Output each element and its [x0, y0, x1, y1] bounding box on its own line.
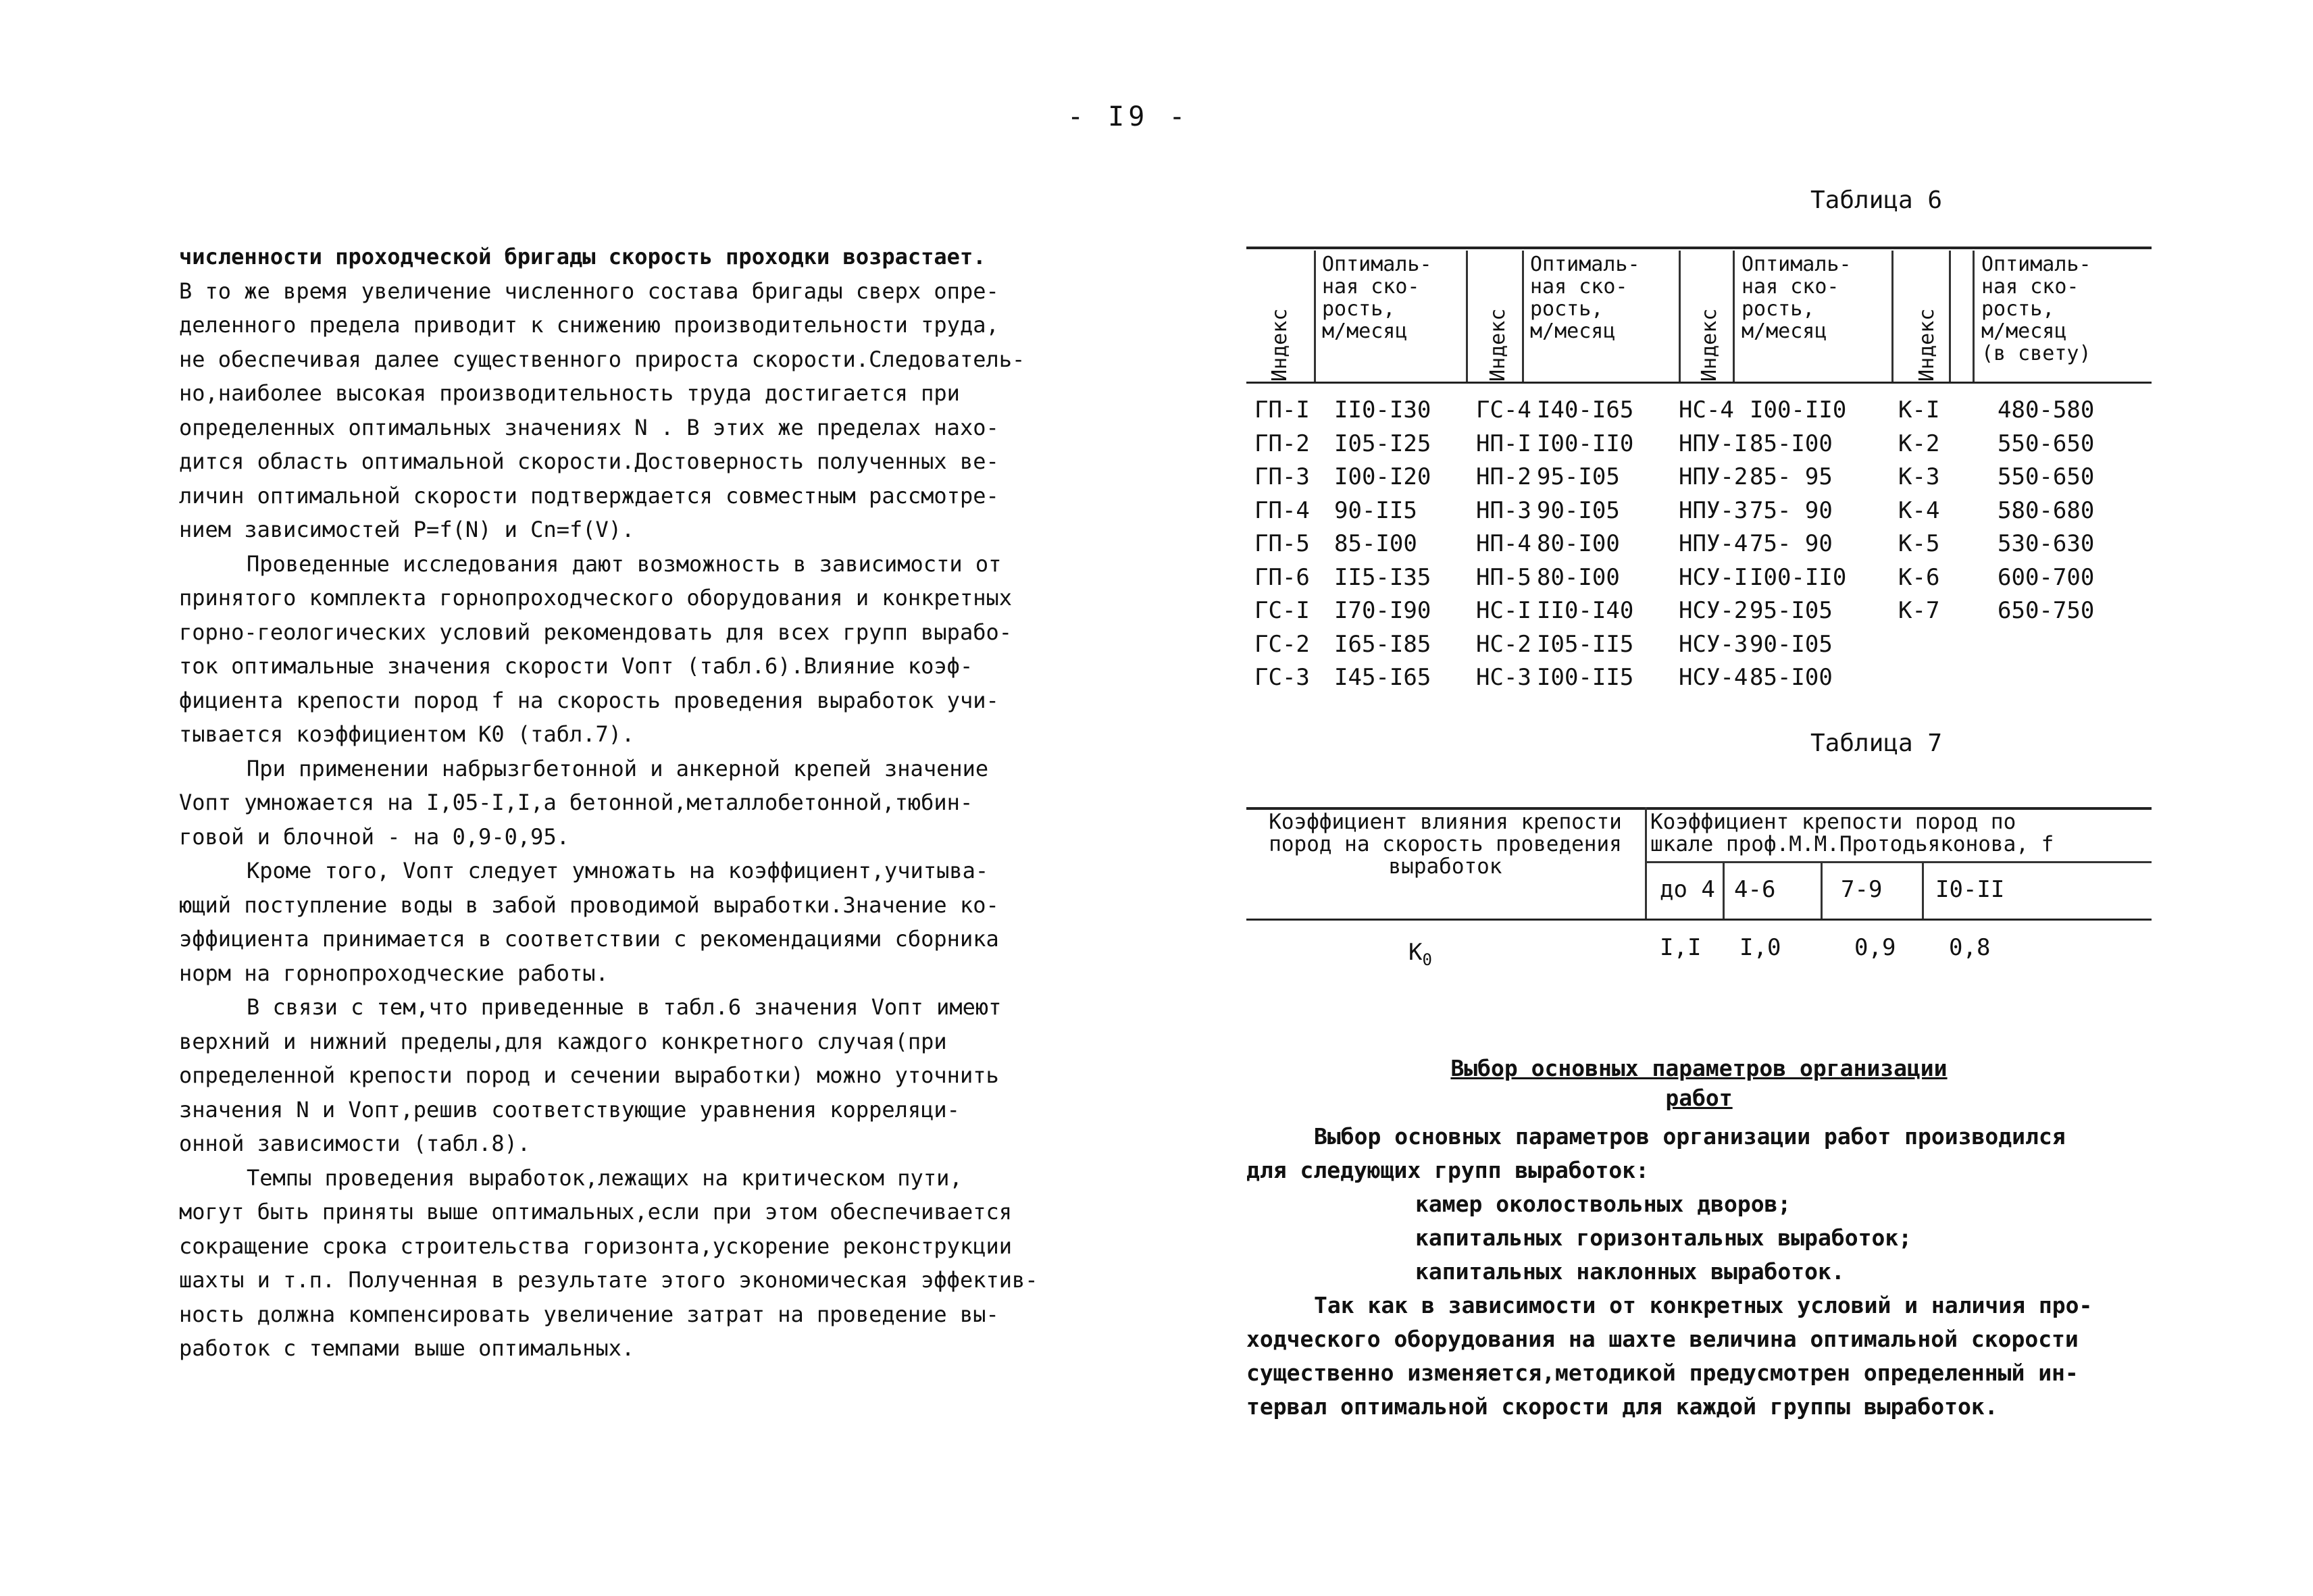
table6-index-cell: ГП-3 [1254, 463, 1310, 490]
table6-header-rule [1246, 382, 2152, 384]
table6-speed-cell: I00-II5 [1537, 664, 1634, 691]
text-line: Проведенные исследования дают возможность в зависимости от [247, 550, 1002, 577]
table6-index-cell: НПУ-3 [1679, 496, 1748, 524]
table6-speed-cell: 85-I00 [1750, 430, 1833, 457]
table7-value: 0,9 [1854, 934, 1896, 961]
table6-index-cell: НСУ-4 [1679, 664, 1748, 691]
table6-index-cell: НП-3 [1476, 496, 1531, 524]
table6-speed-cell: II0-I30 [1334, 396, 1431, 423]
table7-caption: Таблица 7 [1810, 729, 1943, 757]
text-line: нием зависимостей P=f(N) и Cn=f(V). [179, 517, 635, 542]
table6-index-cell: НП-I [1476, 430, 1531, 457]
page-number: - I9 - [1067, 101, 1190, 132]
table7-value: I,0 [1739, 934, 1781, 961]
table6-index-cell: ГП-5 [1254, 530, 1310, 557]
table6-index-cell: НСУ-I [1679, 563, 1748, 591]
text-line: Выбор основных параметров организации работ производился [1314, 1123, 2066, 1150]
table6-index-cell: К-6 [1898, 563, 1940, 591]
table6-index-cell: НПУ-I [1679, 430, 1748, 457]
table6-index-cell: К-I [1898, 396, 1940, 423]
table-7 [1246, 807, 2152, 983]
table6-index-cell: НС-I [1476, 597, 1531, 624]
table6-index-cell: К-5 [1898, 530, 1940, 557]
text-line: капитальных горизонтальных выработок; [1415, 1225, 1912, 1251]
table6-index-cell: НСУ-2 [1679, 597, 1748, 624]
table7-right-header: Коэффициент крепости пород по шкале проф.М.М.Протодьяконова, f [1650, 810, 2054, 856]
text-line: норм на горнопроходческие работы. [179, 960, 609, 986]
table6-speed-cell: 80-I00 [1537, 563, 1620, 591]
table6-index-cell: К-3 [1898, 463, 1940, 490]
table6-speed-cell: I65-I85 [1334, 630, 1431, 658]
table6-index-cell: ГС-4 [1476, 396, 1531, 423]
table6-speed-cell: 530-630 [1998, 530, 2095, 557]
text-line: говой и блочной - на 0,9-0,95. [179, 823, 569, 850]
table6-speed-cell: 580-680 [1998, 496, 2095, 524]
table7-divider [1723, 863, 1725, 919]
table6-speed-header-last: Оптималь- ная ско- рость, м/месяц (в свету) [1981, 253, 2091, 365]
right-column-text [1246, 1054, 2152, 1424]
table6-speed-cell: I00-II0 [1750, 563, 1847, 591]
section-title-cont: работ [1665, 1085, 1733, 1111]
text-line: Темпы проведения выработок,лежащих на критическом пути, [247, 1164, 963, 1191]
table7-value: 0,8 [1949, 934, 1991, 961]
table6-speed-header: Оптималь- ная ско- рость, м/месяц [1322, 253, 1432, 343]
table7-subheader: I0-II [1935, 876, 2005, 903]
text-line: сокращение срока строительства горизонта,ускорение реконструкции [179, 1233, 1012, 1259]
text-line: фициента крепости пород f на скорость проведения выработок учи- [179, 687, 999, 713]
text-line: определенной крепости пород и сечении выработки) можно уточнить [179, 1062, 999, 1088]
table6-divider [1466, 251, 1468, 382]
table6-index-cell: НП-5 [1476, 563, 1531, 591]
table6-divider [1949, 251, 1951, 382]
table6-index-cell: НС-2 [1476, 630, 1531, 658]
text-line: но,наиболее высокая производительность труда достигается при [179, 380, 960, 406]
table6-speed-header: Оптималь- ная ско- рость, м/месяц [1530, 253, 1640, 343]
table6-speed-cell: 480-580 [1998, 396, 2095, 423]
text-line: значения N и Vопт,решив соответствующие уравнения корреляци- [179, 1096, 960, 1123]
table6-speed-cell: II5-I35 [1334, 563, 1431, 591]
text-line: дится область оптимальной скорости.Достоверность полученных ве- [179, 448, 999, 474]
section-title: Выбор основных параметров организации [1450, 1055, 1948, 1081]
text-line: не обеспечивая далее существенного прироста скорости.Следователь- [179, 346, 1025, 372]
table7-subheader-rule [1645, 861, 2152, 863]
table6-speed-cell: 75- 90 [1750, 530, 1833, 557]
table7-subheader: 4-6 [1734, 876, 1776, 903]
table6-index-cell: НСУ-3 [1679, 630, 1748, 658]
table7-header-rule [1246, 919, 2152, 921]
text-line: шахты и т.п. Полученная в результате этого экономическая эффектив- [179, 1267, 1038, 1293]
text-line: горно-геологических условий рекомендовать для всех групп вырабо- [179, 619, 1012, 645]
table7-divider [1922, 863, 1924, 919]
text-line: Кроме того, Vопт следует умножать на коэффициент,учитыва- [247, 858, 989, 883]
text-line: Так как в зависимости от конкретных условий и наличия про- [1314, 1292, 2093, 1318]
text-line: эффициента принимается в соответствии с рекомендациями сборника [179, 926, 999, 952]
table7-subheader: до 4 [1660, 876, 1715, 903]
k0-label: $K_0$ [1408, 939, 1432, 969]
text-line: для следующих групп выработок: [1246, 1157, 1650, 1183]
table6-speed-cell: 550-650 [1998, 463, 2095, 490]
table7-row-label [1408, 939, 1432, 969]
table6-index-header: Индекс [1486, 308, 1510, 382]
table6-index-cell: НП-2 [1476, 463, 1531, 490]
table6-speed-cell: 85-I00 [1334, 530, 1417, 557]
table6-top-rule [1246, 247, 2152, 249]
table6-divider [1733, 251, 1735, 382]
table6-speed-cell: I45-I65 [1334, 664, 1431, 691]
text-line: личин оптимальной скорости подтверждается совместным рассмотре- [179, 482, 999, 509]
text-line: онной зависимости (табл.8). [179, 1131, 531, 1156]
right-paragraphs [1246, 1120, 2152, 1424]
text-line: тервал оптимальной скорости для каждой группы выработок. [1246, 1393, 1998, 1420]
table6-divider [1679, 251, 1681, 382]
text-line: ность должна компенсировать увеличение затрат на проведение вы- [179, 1301, 999, 1327]
text-line: тывается коэффициентом K0 (табл.7). [179, 721, 635, 747]
text-line: ющий поступление воды в забой проводимой выработки.Значение ко- [179, 892, 999, 918]
table6-speed-cell: I00-II0 [1537, 430, 1634, 457]
text-line: верхний и нижний пределы,для каждого конкретного случая(при [179, 1028, 947, 1054]
text-line: ходческого оборудования на шахте величина оптимальной скорости [1246, 1326, 2079, 1352]
table6-index-cell: ГП-4 [1254, 496, 1310, 524]
table6-index-header: Индекс [1698, 308, 1721, 382]
table6-speed-cell: 80-I00 [1537, 530, 1620, 557]
text-line: численности проходческой бригады скорость проходки возрастает. [179, 244, 986, 269]
text-line: могут быть приняты выше оптимальных,если при этом обеспечивается [179, 1199, 1012, 1225]
table7-divider [1821, 863, 1823, 919]
table6-speed-cell: I05-II5 [1537, 630, 1634, 658]
text-line: определенных оптимальных значениях N . В этих же пределах нахо- [179, 414, 999, 440]
table6-divider [1973, 251, 1975, 382]
table7-value: I,I [1660, 934, 1702, 961]
text-line: В то же время увеличение численного состава бригады сверх опре- [179, 278, 999, 304]
table6-speed-cell: I70-I90 [1334, 597, 1431, 624]
table6-index-cell: К-2 [1898, 430, 1940, 457]
table6-speed-cell: 90-I05 [1750, 630, 1833, 658]
table6-speed-cell: 85- 95 [1750, 463, 1833, 490]
table6-speed-cell: II0-I40 [1537, 597, 1634, 624]
text-line: деленного предела приводит к снижению производительности труда, [179, 312, 999, 338]
table6-index-header: Индекс [1915, 308, 1939, 382]
text-line: камер околоствольных дворов; [1415, 1191, 1791, 1217]
text-line: В связи с тем,что приведенные в табл.6 значения Vопт имеют [247, 994, 1002, 1020]
table6-index-cell: НС-4 [1679, 396, 1734, 423]
left-column-text [179, 240, 1111, 1366]
table6-index-cell: НПУ-2 [1679, 463, 1748, 490]
table6-index-cell: НС-3 [1476, 664, 1531, 691]
text-line: ток оптимальные значения скорости Vопт (табл.6).Влияние коэф- [179, 653, 973, 679]
table6-divider [1314, 251, 1316, 382]
table6-index-cell: ГС-3 [1254, 664, 1310, 691]
table6-caption: Таблица 6 [1810, 186, 1943, 214]
table-6 [1246, 247, 2152, 692]
table6-speed-header: Оптималь- ная ско- рость, м/месяц [1742, 253, 1852, 343]
table6-index-cell: ГП-I [1254, 396, 1310, 423]
table6-index-cell: ГП-6 [1254, 563, 1310, 591]
text-line: работок с темпами выше оптимальных. [179, 1335, 635, 1361]
table6-index-header: Индекс [1268, 308, 1292, 382]
table6-speed-cell: I05-I25 [1334, 430, 1431, 457]
table6-index-cell: К-4 [1898, 496, 1940, 524]
text-line: существенно изменяется,методикой предусмотрен определенный ин- [1246, 1360, 2079, 1386]
table6-speed-cell: I00-I20 [1334, 463, 1431, 490]
table6-speed-cell: I00-II0 [1750, 396, 1847, 423]
table6-index-cell: ГП-2 [1254, 430, 1310, 457]
text-line: При применении набрызгбетонной и анкерной крепей значение [247, 755, 989, 781]
table7-left-header: Коэффициент влияния крепости пород на скорость проведения выработок [1269, 810, 1622, 879]
table6-speed-cell: 90-I05 [1537, 496, 1620, 524]
table6-speed-cell: 95-I05 [1750, 597, 1833, 624]
table6-speed-cell: 90-II5 [1334, 496, 1417, 524]
table6-index-cell: ГС-2 [1254, 630, 1310, 658]
text-line: принятого комплекта горнопроходческого оборудования и конкретных [179, 585, 1012, 611]
text-line: Vопт умножается на I,05-I,I,а бетонной,металлобетонной,тюбин- [179, 790, 973, 815]
table6-divider [1522, 251, 1524, 382]
table6-index-cell: ГС-I [1254, 597, 1310, 624]
table6-speed-cell: 75- 90 [1750, 496, 1833, 524]
table6-speed-cell: 85-I00 [1750, 664, 1833, 691]
table6-index-cell: НП-4 [1476, 530, 1531, 557]
table6-speed-cell: 600-700 [1998, 563, 2095, 591]
table6-index-cell: НПУ-4 [1679, 530, 1748, 557]
table6-divider [1891, 251, 1893, 382]
table6-speed-cell: I40-I65 [1537, 396, 1634, 423]
text-line: капитальных наклонных выработок. [1415, 1258, 1845, 1285]
table7-subheader: 7-9 [1841, 876, 1883, 903]
table6-speed-cell: 650-750 [1998, 597, 2095, 624]
table6-speed-cell: 95-I05 [1537, 463, 1620, 490]
table6-speed-cell: 550-650 [1998, 430, 2095, 457]
table6-index-cell: К-7 [1898, 597, 1940, 624]
